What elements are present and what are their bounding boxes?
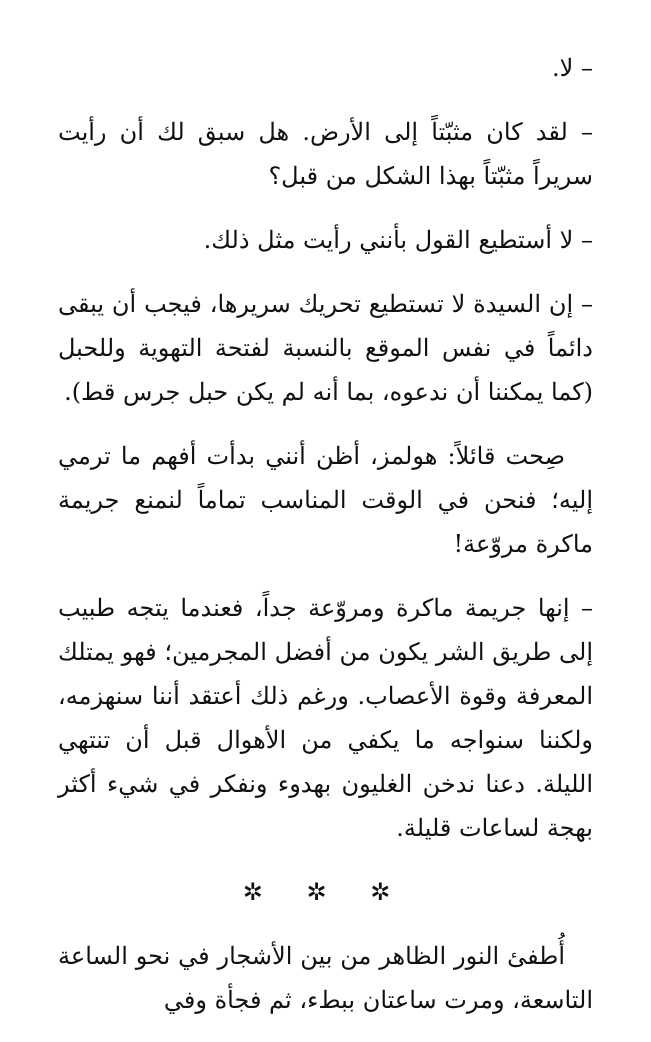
paragraph-dialogue-no: – لا. bbox=[552, 54, 593, 82]
paragraph-ventilator-rope: – إن السيدة لا تستطيع تحريك سريرها، فيجب أن يبقى دائماً في نفس الموقع بالنسبة لفتحة التهوية وللحبل (كما يمكننا أن ندعوه، بما أنه لم يكن حبل جرس قط). bbox=[58, 290, 593, 406]
paragraph-bed-fixed: – لقد كان مثبّتاً إلى الأرض. هل سبق لك أن رأيت سريراً مثبّتاً بهذا الشكل من قبل؟ bbox=[58, 118, 593, 190]
asterism-icon: ✲ bbox=[370, 878, 409, 906]
asterism-icon: ✲ bbox=[242, 878, 281, 906]
paragraph-holmes-crime: صِحت قائلاً: هولمز، أظن أنني بدأت أفهم ما ترمي إليه؛ فنحن في الوقت المناسب تماماً لنمنع جريمة ماكرة مروّعة! bbox=[58, 442, 593, 558]
section-separator bbox=[58, 870, 593, 914]
paragraph-light-extinguished: أُطفئ النور الظاهر من بين الأشجار في نحو الساعة التاسعة، ومرت ساعتان ببطء، ثم فجأة وفي bbox=[58, 942, 593, 1014]
paragraph-never-seen: – لا أستطيع القول بأنني رأيت مثل ذلك. bbox=[203, 226, 593, 254]
asterism-icon: ✲ bbox=[306, 878, 345, 906]
book-page bbox=[58, 46, 593, 1042]
paragraph-doctor-criminal: – إنها جريمة ماكرة ومروّعة جداً، فعندما يتجه طبيب إلى طريق الشر يكون من أفضل المجرمين؛ فهو يمتلك المعرفة وقوة الأعصاب. ورغم ذلك أعتقد أننا سنهزمه، ولكننا سنواجه ما يكفي من الأهوال قبل أن تنتهي الليلة. دعنا ندخن الغليون بهدوء ونفكر في شيء أكثر بهجة لساعات قليلة. bbox=[58, 594, 593, 842]
